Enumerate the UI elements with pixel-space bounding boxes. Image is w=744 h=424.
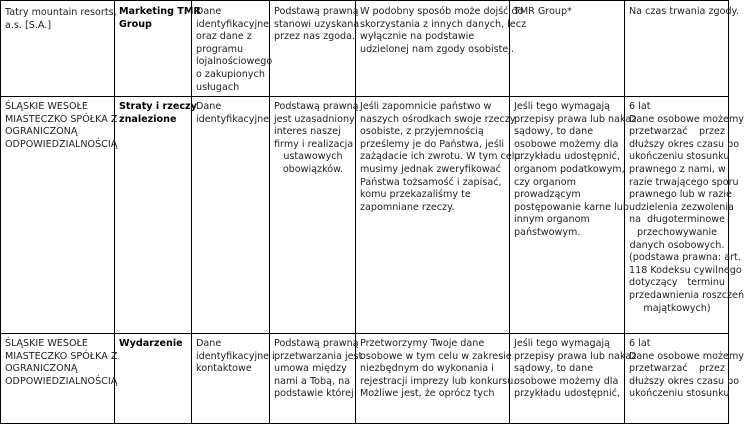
retention-cell	[625, 97, 744, 334]
cell-line: nami a Tobą, na	[274, 375, 351, 387]
cell-line: Na czas trwania zgody.	[629, 6, 739, 17]
cell-line: osobowe możemy dla	[514, 138, 619, 150]
cell-line: sądowy, to dane	[514, 363, 594, 375]
cell-line: Dane osobowe możemy	[629, 350, 744, 362]
cell-line: dotyczący terminu	[629, 277, 725, 289]
cell-line: o zakupionych	[196, 68, 265, 80]
purpose-cell	[115, 334, 192, 424]
recipients-cell	[510, 1, 625, 97]
cell-line: Podstawą prawną	[274, 101, 359, 112]
cell-line: identyfikacyjne i	[196, 350, 275, 362]
cell-line: komu przekazaliśmy te	[360, 189, 471, 201]
description-cell	[356, 334, 517, 424]
cell-line: zażądacie ich zwrotu. W tym celu	[360, 151, 521, 163]
cell-line: organom podatkowym,	[514, 163, 625, 175]
cell-line: Group	[119, 18, 152, 30]
cell-line: OGRANICZONĄ	[5, 126, 78, 138]
cell-line: 6 lat	[629, 338, 651, 349]
cell-line: rejestracji imprezy lub konkursu.	[360, 375, 517, 387]
cell-line: razie trwającego sporu	[629, 176, 739, 188]
cell-line: udzielenia zezwolenia	[629, 201, 734, 213]
cell-line: przedawnienia roszczeń	[629, 289, 744, 301]
controller-cell	[1, 334, 118, 424]
cell-line: na długoterminowe	[629, 214, 725, 226]
cell-line: przepisy prawa lub nakaz	[514, 350, 637, 362]
cell-line: Podstawą prawną	[274, 6, 359, 17]
cell-line: Dane	[196, 101, 222, 112]
cell-line: postępowanie karne lub	[514, 201, 629, 213]
cell-line: 6 lat	[629, 101, 651, 112]
cell-line: Straty i rzeczy	[119, 101, 197, 112]
cell-line: czy organom	[514, 176, 576, 188]
cell-line: jest uzasadniony	[274, 113, 355, 125]
cell-line: osobiste, z przyjemnością	[360, 126, 484, 138]
cell-line: (podstawa prawna: art.	[629, 252, 741, 264]
legal-basis-cell	[270, 334, 363, 424]
cell-line: Przetworzymy Twoje dane	[360, 338, 485, 349]
cell-line: prawnego z nami, w	[629, 163, 726, 175]
cell-line: Możliwe jest, że oprócz tych	[360, 388, 495, 400]
cell-line: Podstawą prawną	[274, 338, 359, 349]
cell-line: TMR Group*	[514, 6, 572, 17]
cell-line: kontaktowe	[196, 363, 252, 375]
cell-line: zapomniane rzeczy.	[360, 201, 455, 213]
cell-line: ukończeniu stosunku	[629, 151, 730, 163]
table-row	[1, 334, 729, 424]
cell-line: przepisy prawa lub nakaz	[514, 113, 637, 125]
cell-line: Marketing TMR	[119, 6, 201, 17]
controller-cell	[1, 97, 118, 334]
cell-line: MIASTECZKO SPÓŁKA Z	[5, 113, 118, 125]
cell-line: innym organom	[514, 214, 590, 226]
cell-line: ukończeniu stosunku	[629, 388, 730, 400]
cell-line: dłuższy okres czasu po	[629, 375, 740, 387]
cell-line: prześlemy je do Państwa, jeśli	[360, 138, 505, 150]
cell-line: usługach	[196, 81, 240, 93]
cell-line: Tatry mountain resorts,	[5, 7, 117, 18]
cell-line: Dane osobowe możemy	[629, 113, 744, 125]
cell-line: oraz dane z	[196, 31, 252, 43]
cell-line: udzielonej nam zgody osobistej.	[360, 43, 515, 55]
cell-line: Jeśli tego wymagają	[514, 338, 611, 349]
cell-line: państwowym.	[514, 226, 581, 238]
cell-line: prawnego lub w razie	[629, 189, 732, 201]
cell-line: OGRANICZONĄ	[5, 363, 78, 375]
purpose-cell	[115, 1, 201, 97]
cell-line: ŚLĄSKIE WESOŁE	[5, 101, 88, 112]
cell-line: ODPOWIEDZIALNOŚCIĄ	[5, 138, 118, 150]
cell-line: a.s. [S.A.]	[5, 19, 52, 31]
cell-line: podstawie której	[274, 388, 354, 400]
cell-line: programu	[196, 43, 244, 55]
controller-cell	[1, 1, 115, 97]
cell-line: przetwarzać przez	[629, 126, 725, 138]
data-category-cell	[192, 334, 275, 424]
cell-line: ODPOWIEDZIALNOŚCIĄ	[5, 375, 118, 387]
cell-line: prowadzącym	[514, 189, 581, 201]
cell-line: Jeśli tego wymagają	[514, 101, 611, 112]
cell-line: musimy jednak zweryfikować	[360, 163, 501, 175]
legal-basis-cell	[270, 1, 360, 97]
cell-line: firmy i realizacja	[274, 138, 354, 150]
cell-line: Dane	[196, 6, 222, 17]
legal-basis-cell	[270, 97, 359, 334]
retention-cell	[625, 334, 744, 424]
retention-cell	[625, 1, 739, 97]
recipients-cell	[510, 97, 637, 334]
description-cell	[356, 1, 527, 97]
cell-line: dłuższy okres czasu po	[629, 138, 740, 150]
cell-line: interes naszej	[274, 126, 341, 138]
cell-line: identyfikacyjne	[196, 113, 270, 125]
data-category-cell	[192, 97, 270, 334]
cell-line: W podobny sposób może dojść do	[360, 6, 524, 17]
cell-line: 118 Kodeksu cywilnego	[629, 264, 742, 276]
cell-line: identyfikacyjne	[196, 18, 270, 30]
cell-line: przechowywanie	[636, 226, 718, 238]
cell-line: ustawowych	[283, 151, 343, 163]
cell-line: niezbędnym do wykonania i	[360, 363, 494, 375]
cell-line: obowiązków.	[282, 163, 344, 175]
cell-line: danych osobowych.	[629, 239, 725, 251]
data-category-cell	[192, 1, 273, 97]
cell-line: ŚLĄSKIE WESOŁE	[5, 338, 88, 349]
cell-line: znalezione	[119, 113, 177, 125]
cell-line: lojalnościowego	[196, 56, 273, 68]
cell-line: majątkowych)	[643, 302, 711, 314]
cell-line: przykładu udostępnić,	[514, 388, 620, 400]
cell-line: przetwarzania jest	[274, 350, 363, 362]
cell-line: przez nas zgoda.	[274, 31, 356, 43]
description-cell	[356, 97, 521, 334]
table-row	[1, 1, 729, 97]
cell-line: Państwa tożsamość i zapisać,	[360, 176, 502, 188]
cell-line: MIASTECZKO SPÓŁKA Z	[5, 350, 118, 362]
purpose-cell	[115, 97, 197, 334]
cell-line: Jeśli zapomnicie państwo w	[360, 101, 492, 112]
cell-line: Dane	[196, 338, 222, 349]
table-row	[1, 97, 729, 334]
cell-line: umowa między	[274, 363, 347, 375]
cell-line: osobowe w tym celu w zakresie	[360, 350, 512, 362]
cell-line: przykładu udostępnić,	[514, 151, 620, 163]
cell-line: Wydarzenie	[119, 338, 183, 349]
recipients-cell	[510, 334, 637, 424]
cell-line: przetwarzać przez	[629, 363, 725, 375]
cell-line: sądowy, to dane	[514, 126, 594, 138]
cell-line: wyłącznie na podstawie	[360, 31, 475, 43]
cell-line: osobowe możemy dla	[514, 375, 619, 387]
cell-line: naszych ośrodkach swoje rzeczy	[360, 113, 516, 125]
cell-line: skorzystania z innych danych, lecz	[360, 18, 527, 30]
cell-line: stanowi uzyskana	[274, 18, 360, 30]
